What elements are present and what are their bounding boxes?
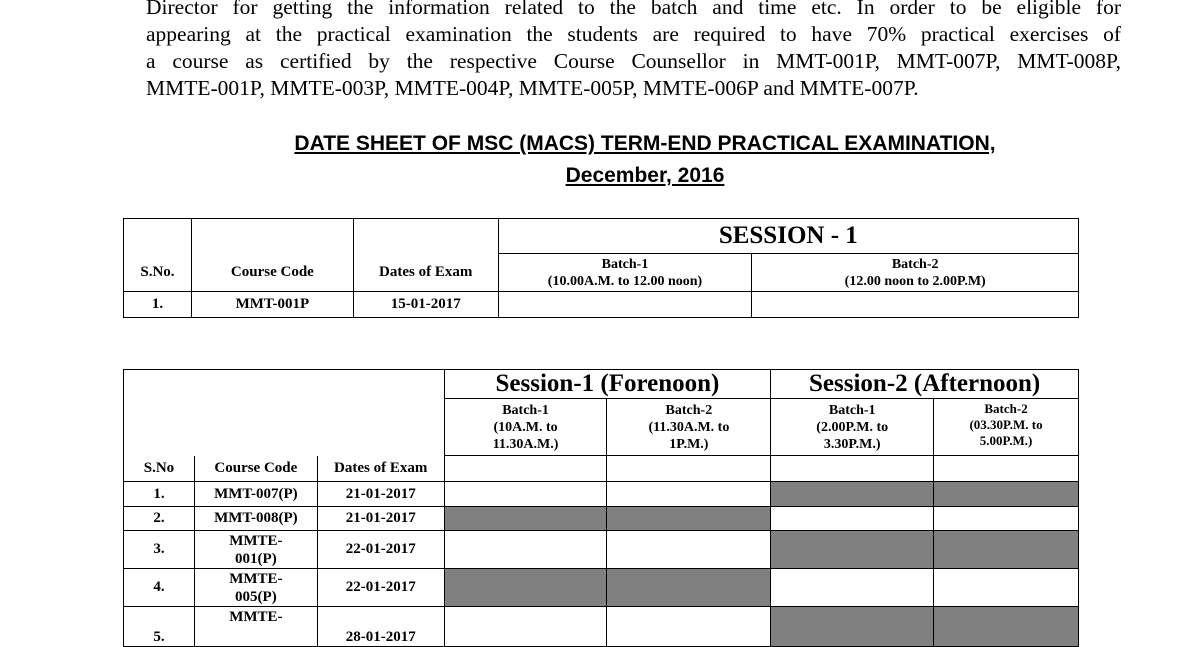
sno-header: S.No. [124,254,192,292]
row-sno: 4. [124,569,195,607]
table-row [124,292,1079,318]
row-course [194,531,317,569]
batch1-slot [498,292,752,318]
date-sheet-heading: DATE SHEET OF MSC (MACS) TERM-END PRACTICAL EXAMINATION, [294,132,996,155]
course-code-header: Course Code [191,254,353,292]
batch2-name: Batch-2 [891,256,939,272]
s2-batch2-header [934,399,1079,456]
s1b2-name: Batch-2 [665,402,713,418]
table-row [124,531,1079,569]
s2b1-line2: (2.00P.M. to [816,419,889,435]
batch2-time: (12.00 noon to 2.00P.M) [844,273,986,289]
batch2-slot [752,292,1079,318]
row-course: MMT-001P [191,292,353,318]
s1b2-line2: (11.30A.M. to [648,419,730,435]
shaded-slot [771,482,934,507]
s1b1-line2: (10A.M. to [493,419,558,435]
s2b2-name: Batch-2 [984,401,1028,416]
row-date: 28-01-2017 [317,607,444,647]
batch1-time: (10.00A.M. to 12.00 noon) [547,273,703,289]
row-sno: 3. [124,531,195,569]
s1-batch2-header [607,399,771,456]
course-code-header-2: Course Code [194,456,317,482]
shaded-slot [934,607,1079,647]
practical-schedule-table [123,369,1079,647]
row-course-line2: 005(P) [235,588,277,605]
dates-header: Dates of Exam [353,254,498,292]
intro-line-4: MMTE-001P, MMTE-003P, MMTE-004P, MMTE-005P, MMTE-006P and MMTE-007P. [146,76,919,100]
intro-line-1: Director for getting the information related to the batch and time etc. In order to be eligible for [146,0,1121,19]
intro-line-2: appearing at the practical examination the students are required to have 70% practical exercises of [146,22,1121,46]
row-course-line2: 001(P) [235,550,277,567]
s2b2-line3: 5.00P.M.) [979,433,1033,448]
session-2-afternoon-title: Session-2 (Afternoon) [771,370,1079,399]
s2b2-line2: (03.30P.M. to [969,417,1043,432]
table-row [124,482,1079,507]
row-date: 21-01-2017 [317,507,444,531]
batch1-name: Batch-1 [601,256,649,272]
row-course: MMTE- [194,607,317,647]
table-row [124,607,1079,647]
shaded-slot [444,569,607,607]
s1b1-name: Batch-1 [502,402,549,418]
row-date: 22-01-2017 [317,531,444,569]
row-course: MMT-007(P) [194,482,317,507]
row-course-line1: MMTE- [229,570,283,587]
row-course: MMT-008(P) [194,507,317,531]
row-sno: 1. [124,482,195,507]
sno-header-2: S.No [124,456,195,482]
session-1-forenoon-title: Session-1 (Forenoon) [444,370,771,399]
intro-line-3: a course as certified by the respective Course Counsellor in MMT-001P, MMT-007P, MMT-008P, [146,49,1121,73]
intro-paragraph [146,0,1121,102]
date-sheet-subheading: December, 2016 [565,164,725,187]
session1-table [123,218,1079,318]
row-date: 15-01-2017 [353,292,498,318]
shaded-slot [934,482,1079,507]
s2-batch1-header [771,399,934,456]
s1b1-line3: 11.30A.M.) [492,436,559,452]
batch2-header [752,254,1079,292]
row-sno: 2. [124,507,195,531]
table-row [124,569,1079,607]
shaded-slot [771,531,934,569]
shaded-slot [607,507,771,531]
row-date: 22-01-2017 [317,569,444,607]
s1-batch1-header [444,399,607,456]
row-course [194,569,317,607]
shaded-slot [771,607,934,647]
dates-header-2: Dates of Exam [317,456,444,482]
shaded-slot [607,569,771,607]
row-date: 21-01-2017 [317,482,444,507]
shaded-slot [934,531,1079,569]
table-row [124,507,1079,531]
row-sno: 5. [124,607,195,647]
s2b1-line3: 3.30P.M.) [823,436,881,452]
shaded-slot [444,507,607,531]
session-1-title: SESSION - 1 [498,219,1078,254]
row-sno: 1. [124,292,192,318]
row-course-line1: MMTE- [229,532,283,549]
s1b2-line3: 1P.M.) [669,436,709,452]
s2b1-name: Batch-1 [828,402,876,418]
batch1-header [498,254,752,292]
